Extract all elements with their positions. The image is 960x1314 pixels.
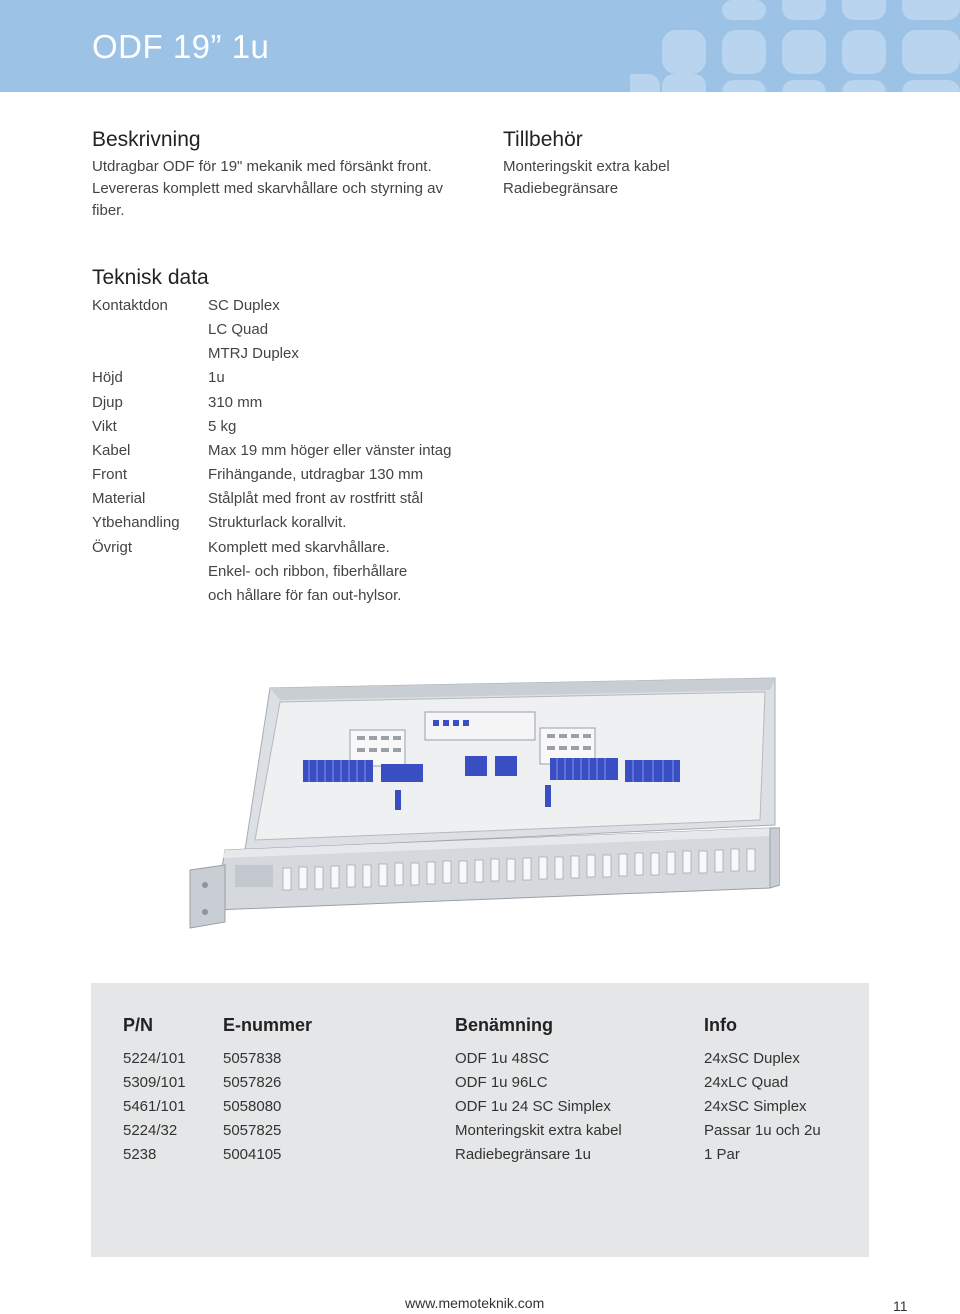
spec-label: Ytbehandling [92, 514, 180, 531]
table-cell: 5461/101 [123, 1098, 186, 1115]
spec-value: MTRJ Duplex [208, 345, 299, 362]
spec-row [92, 539, 512, 563]
spec-value: 310 mm [208, 394, 263, 411]
beskrivning-line: fiber. [92, 202, 125, 219]
spec-label: Höjd [92, 369, 123, 386]
tillbehor-line: Monteringskit extra kabel [503, 158, 670, 175]
page-header [0, 0, 960, 92]
table-cell: 5238 [123, 1146, 157, 1163]
tillbehor-line: Radiebegränsare [503, 180, 619, 197]
spec-value: och hållare för fan out-hylsor. [208, 587, 402, 604]
table-cell: 24xLC Quad [704, 1074, 789, 1091]
table-cell: ODF 1u 48SC [455, 1050, 550, 1067]
spec-value: Strukturlack korallvit. [208, 514, 347, 531]
page-number: 11 [893, 1298, 908, 1314]
spec-row [92, 466, 512, 490]
spec-label: Kabel [92, 442, 131, 459]
spec-row [92, 418, 512, 442]
column-header-info: Info [704, 1015, 737, 1035]
spec-row [92, 369, 512, 393]
table-cell: Radiebegränsare 1u [455, 1146, 591, 1163]
spec-row [92, 345, 512, 369]
page-title: ODF 19” 1u [92, 28, 270, 65]
table-cell: 24xSC Simplex [704, 1098, 807, 1115]
spec-value: SC Duplex [208, 297, 280, 314]
spec-row [92, 563, 512, 587]
beskrivning-line: Levereras komplett med skarvhållare och styrning av [92, 180, 443, 197]
spec-row [92, 394, 512, 418]
table-cell: 5004105 [223, 1146, 282, 1163]
spec-row [92, 514, 512, 538]
teknisk-heading: Teknisk data [92, 266, 209, 289]
table-cell: 5057826 [223, 1074, 282, 1091]
tillbehor-heading: Tillbehör [503, 128, 583, 151]
table-cell: 5058080 [223, 1098, 282, 1115]
spec-row [92, 442, 512, 466]
table-cell: 5057838 [223, 1050, 282, 1067]
table-cell: ODF 1u 24 SC Simplex [455, 1098, 611, 1115]
spec-row [92, 490, 512, 514]
header-logo-pattern [630, 0, 960, 92]
table-cell: 5057825 [223, 1122, 282, 1139]
spec-value: 1u [208, 369, 225, 386]
spec-label: Front [92, 466, 128, 483]
spec-value: LC Quad [208, 321, 269, 338]
spec-value: Komplett med skarvhållare. [208, 539, 390, 556]
column-header-pn: P/N [123, 1015, 154, 1035]
table-cell: 5224/32 [123, 1122, 178, 1139]
table-cell: 5224/101 [123, 1050, 186, 1067]
spec-label: Djup [92, 394, 123, 411]
footer-url-link[interactable]: www.memoteknik.com [405, 1295, 545, 1311]
column-header-enummer: E-nummer [223, 1015, 313, 1035]
spec-value: Frihängande, utdragbar 130 mm [208, 466, 424, 483]
spec-value: Enkel- och ribbon, fiberhållare [208, 563, 408, 580]
tillbehor-text [503, 156, 863, 200]
column-header-benamning: Benämning [455, 1015, 554, 1035]
table-cell: 24xSC Duplex [704, 1050, 800, 1067]
table-cell: 1 Par [704, 1146, 740, 1163]
beskrivning-line: Utdragbar ODF för 19" mekanik med försänkt front. [92, 158, 432, 175]
spec-row [92, 321, 512, 345]
spec-value: Stålplåt med front av rostfritt stål [208, 490, 424, 507]
spec-label: Kontaktdon [92, 297, 168, 314]
product-image [185, 660, 780, 940]
table-cell: Monteringskit extra kabel [455, 1122, 622, 1139]
beskrivning-text [92, 156, 452, 222]
table-cell: Passar 1u och 2u [704, 1122, 821, 1139]
spec-value: Max 19 mm höger eller vänster intag [208, 442, 452, 459]
spec-row [92, 587, 512, 611]
beskrivning-heading: Beskrivning [92, 128, 201, 151]
spec-row [92, 297, 512, 321]
table-cell: 5309/101 [123, 1074, 186, 1091]
table-cell: ODF 1u 96LC [455, 1074, 548, 1091]
spec-value: 5 kg [208, 418, 237, 435]
spec-label: Vikt [92, 418, 117, 435]
spec-label: Material [92, 490, 146, 507]
spec-label: Övrigt [92, 539, 133, 556]
product-table [91, 983, 869, 1257]
